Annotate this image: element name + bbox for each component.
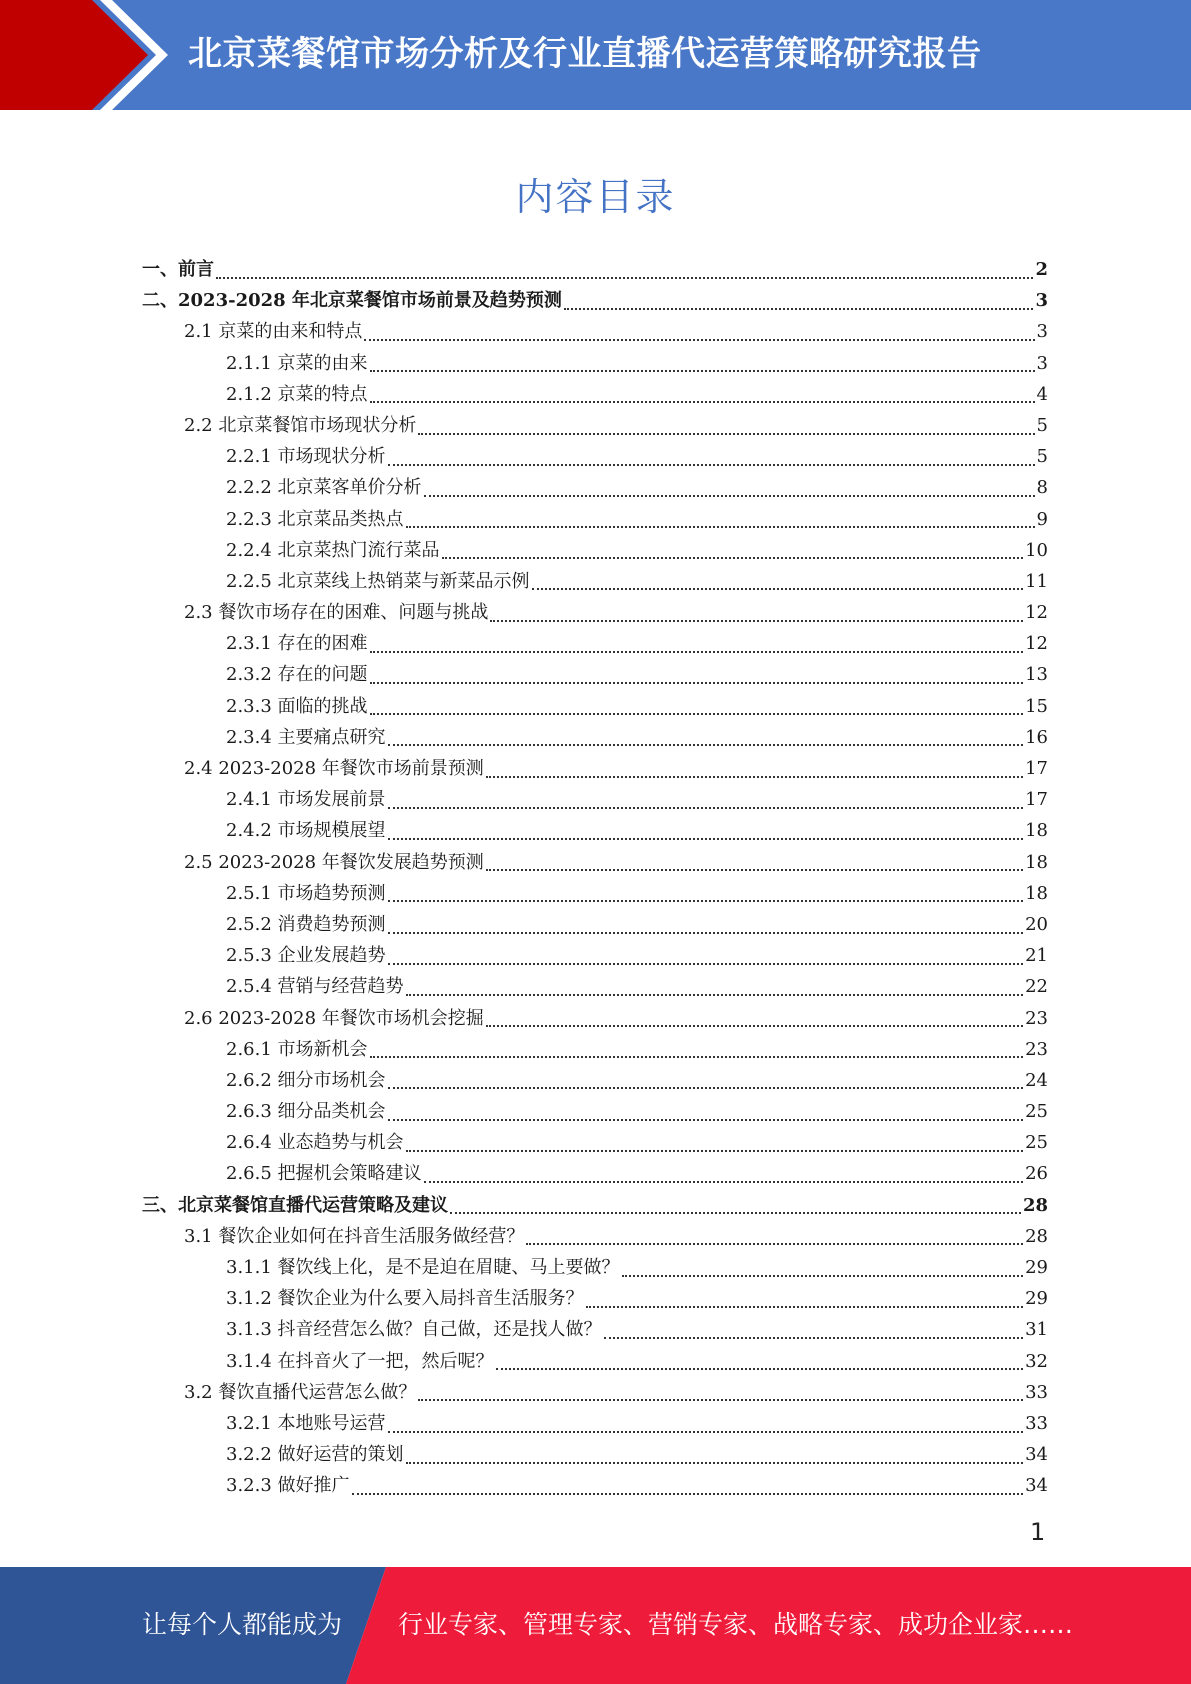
toc-entry-title: 二、2023-2028 年北京菜餐馆市场前景及趋势预测 [142, 290, 562, 312]
toc-entry-page: 26 [1025, 1163, 1048, 1185]
toc-entry-page: 18 [1025, 851, 1048, 873]
page-number: 1 [1030, 1518, 1046, 1546]
toc-entry-title: 3.2 餐饮直播代运营怎么做？ [184, 1381, 417, 1403]
toc-entry-page: 10 [1025, 539, 1048, 561]
toc-dot-leader [406, 994, 1024, 996]
toc-entry-page: 8 [1036, 477, 1048, 499]
toc-entry-title: 3.1.2 餐饮企业为什么要入局抖音生活服务？ [226, 1288, 584, 1310]
toc-entry-title: 3.2.1 本地账号运营 [226, 1412, 386, 1434]
toc-dot-leader [418, 1399, 1023, 1401]
toc-dot-leader [352, 1493, 1024, 1495]
toc-entry[interactable] [142, 847, 1048, 878]
toc-entry-title: 2.3.4 主要痛点研究 [226, 726, 386, 748]
toc-entry[interactable] [142, 1252, 1048, 1283]
toc-entry-page: 3 [1036, 352, 1048, 374]
toc-dot-leader [388, 807, 1024, 809]
toc-dot-leader [370, 682, 1024, 684]
toc-entry[interactable] [142, 597, 1048, 628]
toc-entry-page: 12 [1025, 633, 1048, 655]
toc-entry-title: 2.6.4 业态趋势与机会 [226, 1132, 404, 1154]
footer-slogan-left: 让每个人都能成为 [142, 1610, 343, 1639]
toc-entry-page: 32 [1025, 1350, 1048, 1372]
toc-entry[interactable] [142, 722, 1048, 753]
toc-entry-page: 2 [1035, 259, 1048, 280]
toc-dot-leader [418, 433, 1034, 435]
toc-entry-title: 2.6.2 细分市场机会 [226, 1069, 386, 1091]
toc-entry-title: 3.2.2 做好运营的策划 [226, 1444, 404, 1466]
toc-entry-title: 三、北京菜餐馆直播代运营策略及建议 [142, 1194, 448, 1216]
toc-entry-title: 2.1.2 京菜的特点 [226, 383, 368, 405]
toc-entry[interactable] [142, 410, 1048, 441]
toc-entry-title: 3.1.3 抖音经营怎么做？自己做，还是找人做？ [226, 1319, 602, 1341]
toc-entry[interactable] [142, 1034, 1048, 1065]
toc-entry-title: 2.2 北京菜餐馆市场现状分析 [184, 414, 417, 436]
toc-entry-page: 15 [1025, 695, 1048, 717]
toc-dot-leader [490, 620, 1023, 622]
toc-entry-title: 一、前言 [142, 259, 214, 280]
toc-dot-leader [532, 588, 1024, 590]
toc-entry-title: 2.5.1 市场趋势预测 [226, 882, 386, 904]
toc-dot-leader [424, 495, 1035, 497]
toc-dot-leader [370, 651, 1024, 653]
toc-dot-leader [406, 526, 1035, 528]
toc-entry-page: 4 [1036, 383, 1048, 405]
toc-entry[interactable] [142, 909, 1048, 940]
toc-entry-title: 2.3.1 存在的困难 [226, 633, 368, 655]
toc-entry-title: 2.4.1 市场发展前景 [226, 789, 386, 811]
toc-entry-page: 12 [1025, 602, 1048, 624]
toc-dot-leader [496, 1368, 1024, 1370]
toc-entry[interactable] [142, 815, 1048, 846]
toc-entry[interactable] [142, 535, 1048, 566]
toc-entry-title: 2.2.2 北京菜客单价分析 [226, 477, 422, 499]
toc-entry-title: 2.2.1 市场现状分析 [226, 446, 386, 468]
toc-dot-leader [388, 1119, 1024, 1121]
table-of-contents [142, 254, 1048, 1502]
toc-entry-page: 28 [1022, 1194, 1048, 1216]
toc-entry[interactable] [142, 659, 1048, 690]
toc-entry[interactable] [142, 1190, 1048, 1221]
toc-entry[interactable] [142, 285, 1048, 316]
toc-entry-title: 2.3.3 面临的挑战 [226, 695, 368, 717]
toc-entry[interactable] [142, 971, 1048, 1002]
toc-dot-leader [486, 1025, 1023, 1027]
toc-entry[interactable] [142, 1439, 1048, 1470]
toc-entry-page: 29 [1025, 1257, 1048, 1278]
toc-dot-leader [450, 1212, 1021, 1214]
toc-entry-page: 18 [1025, 820, 1048, 842]
toc-entry[interactable] [142, 441, 1048, 472]
toc-entry[interactable] [142, 1127, 1048, 1158]
toc-dot-leader [622, 1275, 1024, 1277]
toc-entry-page: 34 [1025, 1444, 1048, 1466]
toc-entry[interactable] [142, 691, 1048, 722]
toc-entry-page: 17 [1025, 758, 1048, 779]
toc-entry-page: 29 [1025, 1288, 1048, 1310]
toc-entry-page: 11 [1025, 570, 1048, 592]
toc-entry[interactable] [142, 1470, 1048, 1501]
toc-dot-leader [406, 1150, 1024, 1152]
toc-entry[interactable] [142, 628, 1048, 659]
toc-dot-leader [424, 1181, 1024, 1183]
toc-dot-leader [388, 1087, 1024, 1089]
toc-entry-title: 2.5 2023-2028 年餐饮发展趋势预测 [184, 851, 484, 873]
toc-entry-page: 31 [1025, 1319, 1048, 1341]
toc-entry-page: 24 [1025, 1069, 1048, 1091]
toc-entry[interactable] [142, 1346, 1048, 1377]
toc-entry-title: 2.3 餐饮市场存在的困难、问题与挑战 [184, 602, 489, 624]
toc-entry-page: 16 [1025, 726, 1048, 748]
toc-dot-leader [388, 464, 1035, 466]
footer-slogan-right: 行业专家、管理专家、营销专家、战略专家、成功企业家…… [398, 1610, 1074, 1639]
toc-entry-title: 2.5.3 企业发展趋势 [226, 945, 386, 967]
toc-entry-page: 28 [1025, 1225, 1048, 1247]
toc-entry-page: 5 [1036, 414, 1048, 436]
toc-entry-page: 25 [1025, 1132, 1048, 1154]
toc-dot-leader [364, 339, 1034, 341]
toc-entry-title: 3.2.3 做好推广 [226, 1475, 350, 1497]
toc-entry-page: 9 [1036, 508, 1048, 530]
toc-dot-leader [388, 838, 1024, 840]
toc-dot-leader [486, 776, 1023, 778]
toc-dot-leader [486, 869, 1023, 871]
toc-dot-leader [604, 1337, 1024, 1339]
toc-entry-page: 33 [1025, 1412, 1048, 1434]
footer-banner [0, 1567, 1191, 1684]
toc-entry[interactable] [142, 504, 1048, 535]
toc-entry[interactable] [142, 316, 1048, 347]
toc-dot-leader [370, 401, 1035, 403]
toc-entry[interactable] [142, 1408, 1048, 1439]
toc-entry-page: 33 [1025, 1381, 1048, 1403]
toc-entry[interactable] [142, 940, 1048, 971]
toc-entry[interactable] [142, 1096, 1048, 1127]
toc-dot-leader [388, 900, 1024, 902]
toc-dot-leader [216, 277, 1033, 279]
toc-entry-title: 2.6.1 市场新机会 [226, 1038, 368, 1060]
toc-entry-page: 3 [1035, 290, 1048, 312]
toc-entry-title: 2.2.5 北京菜线上热销菜与新菜品示例 [226, 570, 530, 592]
toc-entry-page: 17 [1025, 789, 1048, 811]
toc-entry-title: 3.1.4 在抖音火了一把，然后呢？ [226, 1350, 494, 1372]
toc-entry[interactable] [142, 1065, 1048, 1096]
toc-entry-title: 2.2.3 北京菜品类热点 [226, 508, 404, 530]
toc-entry[interactable] [142, 1158, 1048, 1189]
toc-entry-page: 23 [1025, 1038, 1048, 1060]
toc-entry-title: 2.5.4 营销与经营趋势 [226, 976, 404, 998]
toc-entry-page: 13 [1025, 664, 1048, 686]
toc-dot-leader [370, 370, 1035, 372]
toc-entry-title: 2.6 2023-2028 年餐饮市场机会挖掘 [184, 1007, 484, 1029]
toc-heading: 内容目录 [515, 175, 676, 219]
toc-entry-title: 3.1 餐饮企业如何在抖音生活服务做经营？ [184, 1225, 525, 1247]
toc-entry[interactable] [142, 878, 1048, 909]
toc-entry-page: 23 [1025, 1007, 1048, 1029]
toc-dot-leader [370, 1056, 1024, 1058]
header-title: 北京菜餐馆市场分析及行业直播代运营策略研究报告 [188, 34, 982, 74]
toc-entry-title: 2.5.2 消费趋势预测 [226, 913, 386, 935]
toc-entry[interactable] [142, 254, 1048, 285]
toc-entry-page: 21 [1025, 945, 1048, 967]
toc-entry[interactable] [142, 784, 1048, 815]
toc-dot-leader [388, 932, 1024, 934]
toc-dot-leader [388, 963, 1024, 965]
toc-entry-title: 2.6.5 把握机会策略建议 [226, 1163, 422, 1185]
header-banner [0, 0, 1191, 110]
toc-entry-title: 2.3.2 存在的问题 [226, 664, 368, 686]
toc-entry-page: 5 [1036, 446, 1048, 468]
toc-dot-leader [388, 744, 1024, 746]
toc-entry-title: 2.4.2 市场规模展望 [226, 820, 386, 842]
toc-entry-page: 25 [1025, 1101, 1048, 1123]
toc-entry-title: 3.1.1 餐饮线上化，是不是迫在眉睫、马上要做？ [226, 1257, 620, 1278]
toc-entry[interactable] [142, 566, 1048, 597]
toc-entry-page: 3 [1036, 321, 1048, 343]
toc-entry[interactable] [142, 472, 1048, 503]
toc-entry[interactable] [142, 348, 1048, 379]
toc-dot-leader [442, 557, 1024, 559]
toc-entry[interactable] [142, 1314, 1048, 1345]
toc-dot-leader [526, 1243, 1023, 1245]
toc-entry-title: 2.6.3 细分品类机会 [226, 1101, 386, 1123]
toc-dot-leader [564, 308, 1034, 310]
toc-entry[interactable] [142, 753, 1048, 784]
toc-entry[interactable] [142, 1221, 1048, 1252]
toc-entry-page: 34 [1025, 1475, 1048, 1497]
toc-entry[interactable] [142, 1003, 1048, 1034]
toc-entry-title: 2.2.4 北京菜热门流行菜品 [226, 539, 440, 561]
toc-entry[interactable] [142, 1377, 1048, 1408]
toc-entry[interactable] [142, 379, 1048, 410]
toc-dot-leader [586, 1306, 1024, 1308]
toc-entry-title: 2.1 京菜的由来和特点 [184, 321, 363, 343]
toc-entry-title: 2.4 2023-2028 年餐饮市场前景预测 [184, 758, 484, 779]
toc-entry-page: 18 [1025, 882, 1048, 904]
toc-entry[interactable] [142, 1283, 1048, 1314]
toc-entry-page: 22 [1025, 976, 1048, 998]
toc-entry-title: 2.1.1 京菜的由来 [226, 352, 368, 374]
toc-dot-leader [370, 713, 1024, 715]
toc-dot-leader [406, 1462, 1024, 1464]
toc-dot-leader [388, 1431, 1024, 1433]
toc-entry-page: 20 [1025, 913, 1048, 935]
